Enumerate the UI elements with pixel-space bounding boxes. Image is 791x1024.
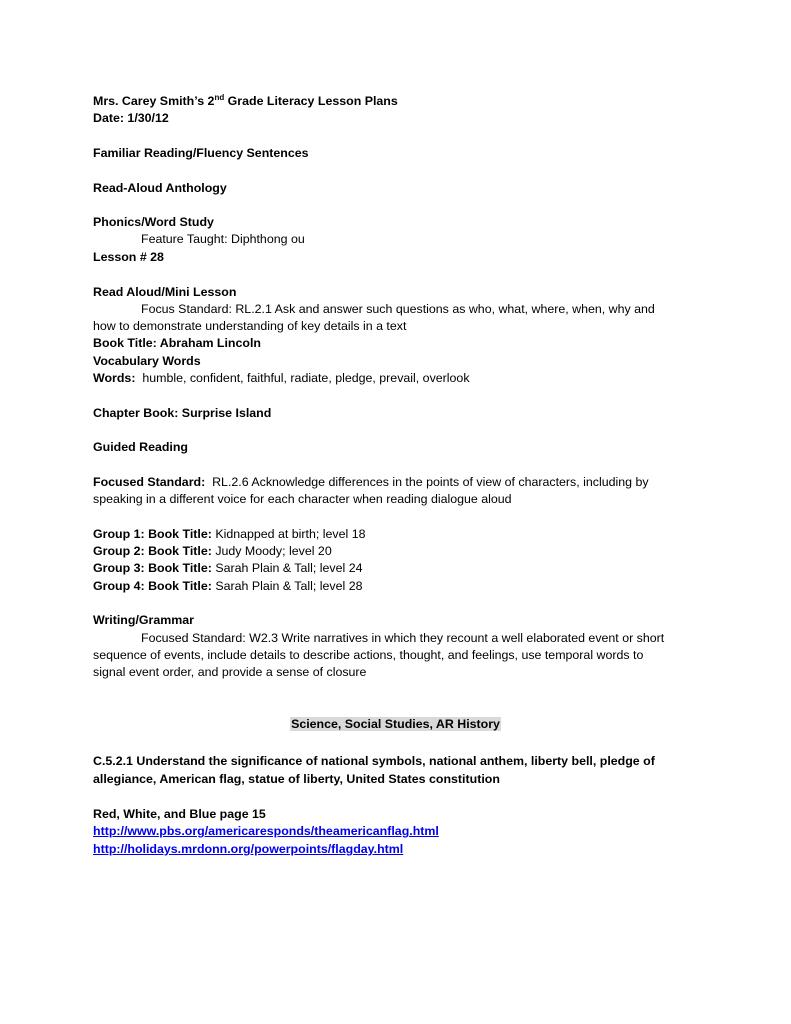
group-1 bbox=[93, 526, 693, 543]
phonics-heading: Phonics/Word Study bbox=[93, 215, 214, 229]
group-4 bbox=[93, 578, 693, 595]
words-value: humble, confident, faithful, radiate, pledge, prevail, overlook bbox=[135, 371, 470, 385]
resource-title: Red, White, and Blue page 15 bbox=[93, 807, 266, 821]
read-aloud-mini-heading: Read Aloud/Mini Lesson bbox=[93, 285, 237, 299]
title-text-rest: Grade Literacy Lesson Plans bbox=[224, 94, 398, 108]
group-label: Group 3: Book Title: bbox=[93, 561, 212, 575]
group-value: Sarah Plain & Tall; level 28 bbox=[211, 579, 363, 593]
science-standard-line2: allegiance, American flag, statue of liberty, United States constitution bbox=[93, 772, 500, 786]
science-standard-line1: C.5.2.1 Understand the significance of national symbols, national anthem, liberty bell, pledge of bbox=[93, 754, 655, 768]
familiar-reading-heading: Familiar Reading/Fluency Sentences bbox=[93, 146, 309, 160]
group-value: Sarah Plain & Tall; level 24 bbox=[211, 561, 363, 575]
group-value: Judy Moody; level 20 bbox=[211, 544, 332, 558]
science-heading-row bbox=[0, 716, 791, 733]
lesson-date: Date: 1/30/12 bbox=[93, 111, 169, 125]
vocab-heading: Vocabulary Words bbox=[93, 354, 201, 368]
guided-reading-heading: Guided Reading bbox=[93, 440, 188, 454]
focus-standard-line1: Focus Standard: RL.2.1 Ask and answer such questions as who, what, where, when, why and bbox=[141, 302, 655, 316]
book-title: Book Title: Abraham Lincoln bbox=[93, 336, 261, 350]
title-text: Mrs. Carey Smith’s 2 bbox=[93, 94, 215, 108]
pbs-flag-link[interactable]: http://www.pbs.org/americaresponds/theamericanflag.html bbox=[93, 824, 439, 838]
writing-standard-line3: signal event order, and provide a sense of closure bbox=[93, 665, 367, 679]
link-row-2 bbox=[93, 841, 693, 858]
writing-heading: Writing/Grammar bbox=[93, 613, 194, 627]
group-3 bbox=[93, 560, 693, 577]
focused-standard-text: RL.2.6 Acknowledge differences in the points of view of characters, including by bbox=[205, 475, 649, 489]
page-title bbox=[93, 93, 693, 110]
group-label: Group 1: Book Title: bbox=[93, 527, 212, 541]
writing-standard-line2: sequence of events, include details to describe actions, thought, and feelings, use temporal words to bbox=[93, 648, 644, 662]
group-label: Group 4: Book Title: bbox=[93, 579, 212, 593]
writing-standard-line1: Focused Standard: W2.3 Write narratives in which they recount a well elaborated event or short bbox=[141, 631, 665, 645]
group-value: Kidnapped at birth; level 18 bbox=[211, 527, 366, 541]
phonics-feature: Feature Taught: Diphthong ou bbox=[141, 232, 305, 246]
words-label: Words: bbox=[93, 371, 136, 385]
group-2 bbox=[93, 543, 693, 560]
group-label: Group 2: Book Title: bbox=[93, 544, 212, 558]
guided-focused-standard-line2: speaking in a different voice for each character when reading dialogue aloud bbox=[93, 492, 512, 506]
read-aloud-anthology-heading: Read-Aloud Anthology bbox=[93, 181, 227, 195]
lesson-number: Lesson # 28 bbox=[93, 250, 164, 264]
vocab-words bbox=[93, 370, 693, 387]
title-superscript: nd bbox=[214, 92, 225, 102]
guided-focused-standard-line1 bbox=[93, 474, 693, 491]
link-row-1 bbox=[93, 823, 693, 840]
flagday-link[interactable]: http://holidays.mrdonn.org/powerpoints/flagday.html bbox=[93, 842, 404, 856]
chapter-book: Chapter Book: Surprise Island bbox=[93, 406, 272, 420]
science-heading: Science, Social Studies, AR History bbox=[291, 717, 500, 731]
focused-standard-label: Focused Standard: bbox=[93, 475, 206, 489]
focus-standard-line2: how to demonstrate understanding of key details in a text bbox=[93, 319, 407, 333]
